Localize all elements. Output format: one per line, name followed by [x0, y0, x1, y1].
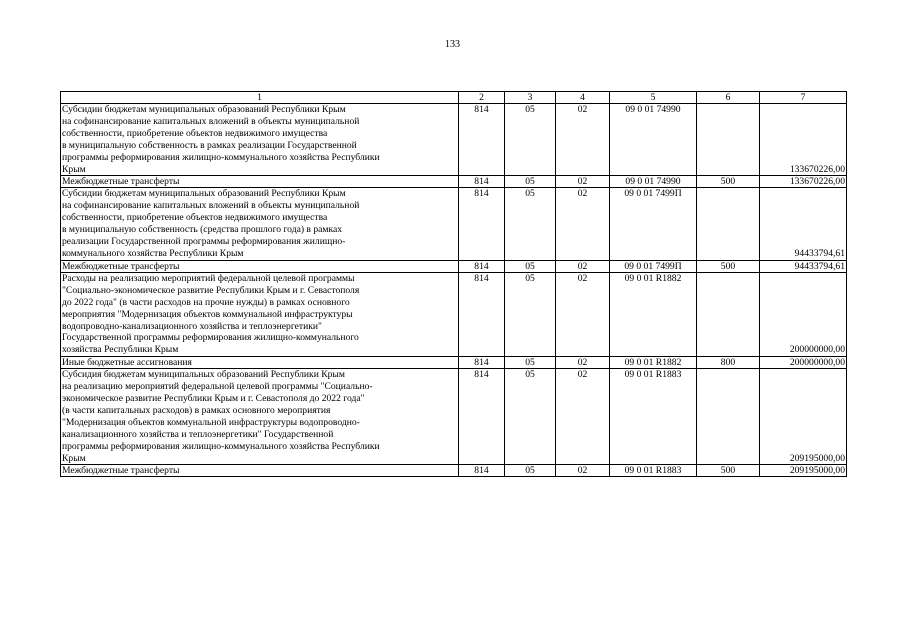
row-ministry-code: 814 — [459, 260, 505, 272]
row-amount: 209195000,00 — [760, 369, 847, 465]
row-name: Субсидии бюджетам муниципальных образований Республики Крым на софинансирование капитальных вложений в объекты муниципальной собственности, приобретение объектов недвижимого имущества в муниципальную собственность (средства прошлого года) в рамках реализации Государственной программы реформирования жилищно- коммунального хозяйства Республики Крым — [61, 188, 459, 260]
row-section: 05 — [505, 176, 556, 188]
row-expense-type: 500 — [697, 465, 760, 477]
row-name: Субсидия бюджетам муниципальных образований Республики Крым на реализацию мероприятий федеральной целевой программы "Социально- экономическое развитие Республики Крым и г. Севастополя до 2022 года" (в части капитальных расходов) в рамках основного мероприятия "Модернизация объектов коммунальной инфраструктуры водопроводно- канализационного хозяйства и теплоэнергетики" Государственной программы реформирования жилищно-коммунального хозяйства Республики Крым — [61, 369, 459, 465]
row-subsection: 02 — [556, 176, 610, 188]
row-ministry-code: 814 — [459, 369, 505, 465]
row-ministry-code: 814 — [459, 104, 505, 176]
row-ministry-code: 814 — [459, 357, 505, 369]
row-section: 05 — [505, 465, 556, 477]
header-cell: 3 — [505, 92, 556, 104]
row-subsection: 02 — [556, 104, 610, 176]
row-subsection: 02 — [556, 465, 610, 477]
row-expense-type — [697, 188, 760, 260]
row-amount: 200000000,00 — [760, 272, 847, 356]
row-section: 05 — [505, 272, 556, 356]
page-number: 133 — [445, 39, 460, 50]
row-target-article: 09 0 01 R1883 — [610, 369, 697, 465]
table-row — [61, 272, 847, 356]
table-row — [61, 369, 847, 465]
table-row — [61, 176, 847, 188]
row-expense-type — [697, 369, 760, 465]
row-target-article: 09 0 01 R1882 — [610, 272, 697, 356]
table-header-row — [61, 92, 847, 104]
header-cell: 6 — [697, 92, 760, 104]
header-cell: 4 — [556, 92, 610, 104]
row-amount: 94433794,61 — [760, 188, 847, 260]
table-row — [61, 357, 847, 369]
row-target-article: 09 0 01 74990 — [610, 104, 697, 176]
row-name: Межбюджетные трансферты — [61, 260, 459, 272]
header-cell: 2 — [459, 92, 505, 104]
row-subsection: 02 — [556, 260, 610, 272]
row-ministry-code: 814 — [459, 465, 505, 477]
row-section: 05 — [505, 104, 556, 176]
row-subsection: 02 — [556, 272, 610, 356]
row-section: 05 — [505, 357, 556, 369]
table-row — [61, 188, 847, 260]
table-row — [61, 260, 847, 272]
row-amount: 133670226,00 — [760, 176, 847, 188]
row-target-article: 09 0 01 7499П — [610, 188, 697, 260]
row-amount: 200000000,00 — [760, 357, 847, 369]
row-expense-type: 500 — [697, 176, 760, 188]
row-expense-type: 800 — [697, 357, 760, 369]
table-row — [61, 104, 847, 176]
header-cell: 1 — [61, 92, 459, 104]
header-cell: 7 — [760, 92, 847, 104]
row-name: Субсидии бюджетам муниципальных образований Республики Крым на софинансирование капитальных вложений в объекты муниципальной собственности, приобретение объектов недвижимого имущества в муниципальную собственность в рамках реализации Государственной программы реформирования жилищно-коммунального хозяйства Республики Крым — [61, 104, 459, 176]
budget-table — [60, 91, 847, 477]
row-amount: 94433794,61 — [760, 260, 847, 272]
row-amount: 133670226,00 — [760, 104, 847, 176]
row-section: 05 — [505, 260, 556, 272]
row-name: Межбюджетные трансферты — [61, 176, 459, 188]
row-name: Расходы на реализацию мероприятий федеральной целевой программы "Социально-экономическое развитие Республики Крым и г. Севастополя до 2022 года" (в части расходов на прочие нужды) в рамках основного мероприятия "Модернизация объектов коммунальной инфраструктуры водопроводно-канализационного хозяйства и теплоэнергетики" Государственной программы реформирования жилищно-коммунального хозяйства Республики Крым — [61, 272, 459, 356]
table-row — [61, 465, 847, 477]
row-amount: 209195000,00 — [760, 465, 847, 477]
row-subsection: 02 — [556, 357, 610, 369]
row-subsection: 02 — [556, 369, 610, 465]
row-target-article: 09 0 01 R1883 — [610, 465, 697, 477]
row-name: Иные бюджетные ассигнования — [61, 357, 459, 369]
row-name: Межбюджетные трансферты — [61, 465, 459, 477]
row-target-article: 09 0 01 7499П — [610, 260, 697, 272]
row-target-article: 09 0 01 74990 — [610, 176, 697, 188]
row-expense-type: 500 — [697, 260, 760, 272]
row-ministry-code: 814 — [459, 188, 505, 260]
row-subsection: 02 — [556, 188, 610, 260]
row-section: 05 — [505, 188, 556, 260]
row-expense-type — [697, 104, 760, 176]
row-ministry-code: 814 — [459, 176, 505, 188]
header-cell: 5 — [610, 92, 697, 104]
row-target-article: 09 0 01 R1882 — [610, 357, 697, 369]
row-expense-type — [697, 272, 760, 356]
row-ministry-code: 814 — [459, 272, 505, 356]
row-section: 05 — [505, 369, 556, 465]
